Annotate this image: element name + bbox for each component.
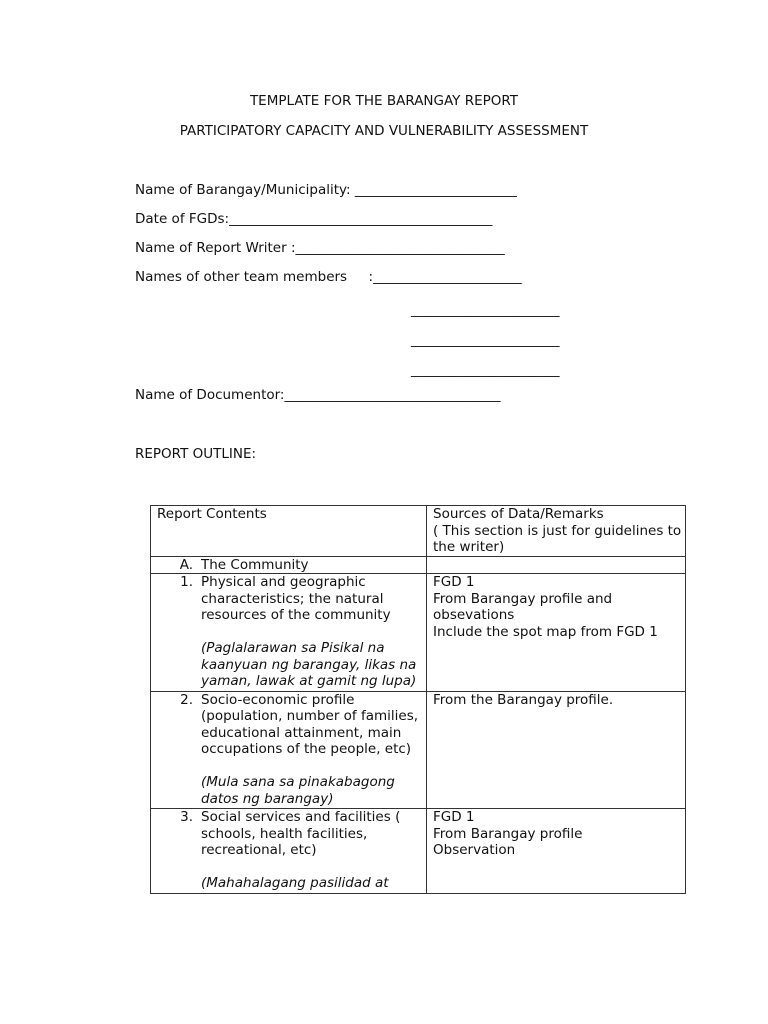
row-number: 2. xyxy=(180,691,193,708)
row-remarks: FGD 1 From Barangay profile Observation xyxy=(427,809,686,894)
row-number: 3. xyxy=(180,809,193,825)
documentor-field-line: Name of Documentor:________________________________ xyxy=(135,387,501,403)
section-title: The Community xyxy=(201,556,309,573)
page-title: TEMPLATE FOR THE BARANGAY REPORT xyxy=(249,93,519,109)
barangay-field-line: Name of Barangay/Municipality: ________________________ xyxy=(135,182,517,198)
fgd-date-field-line: Date of FGDs:_______________________________________ xyxy=(135,211,493,227)
team-member-blank-line: ______________________ xyxy=(411,362,560,378)
report-writer-field-line: Name of Report Writer :_______________________________ xyxy=(135,240,505,256)
report-outline-table xyxy=(150,505,686,894)
row-contents: Social services and facilities ( schools, health facilities, recreational, etc) xyxy=(201,809,401,858)
row-number: 1. xyxy=(180,574,193,590)
table-row xyxy=(151,574,686,692)
row-note: (Mula sana sa pinakabagong datos ng barangay) xyxy=(201,774,395,807)
header-report-contents: Report Contents xyxy=(151,506,427,557)
table-row xyxy=(151,809,686,894)
team-member-blank-line: ______________________ xyxy=(411,302,560,318)
row-note: (Mahahalagang pasilidad at xyxy=(201,875,389,891)
header-sources-remarks: Sources of Data/Remarks ( This section is just for guidelines to the writer) xyxy=(427,506,686,557)
report-outline-heading: REPORT OUTLINE: xyxy=(135,446,257,462)
row-note: (Paglalarawan sa Pisikal na kaanyuan ng barangay, likas na yaman, lawak at gamit ng lupa) xyxy=(201,640,417,689)
row-contents: Physical and geographic characteristics; the natural resources of the community xyxy=(201,574,391,623)
section-remarks-cell xyxy=(427,556,686,574)
team-members-field-line: Names of other team members :______________________ xyxy=(135,269,522,285)
page-subtitle: PARTICIPATORY CAPACITY AND VULNERABILITY ASSESSMENT xyxy=(179,123,589,139)
table-header-row xyxy=(151,506,686,557)
section-row xyxy=(151,556,686,574)
table-row xyxy=(151,691,686,809)
section-letter: A. xyxy=(179,556,193,573)
row-remarks: From the Barangay profile. xyxy=(427,691,686,809)
team-member-blank-line: ______________________ xyxy=(411,332,560,348)
row-remarks: FGD 1 From Barangay profile and obsevations Include the spot map from FGD 1 xyxy=(427,574,686,692)
row-contents: Socio-economic profile (population, number of families, educational attainment, main occupations of the people, etc) xyxy=(201,691,419,757)
